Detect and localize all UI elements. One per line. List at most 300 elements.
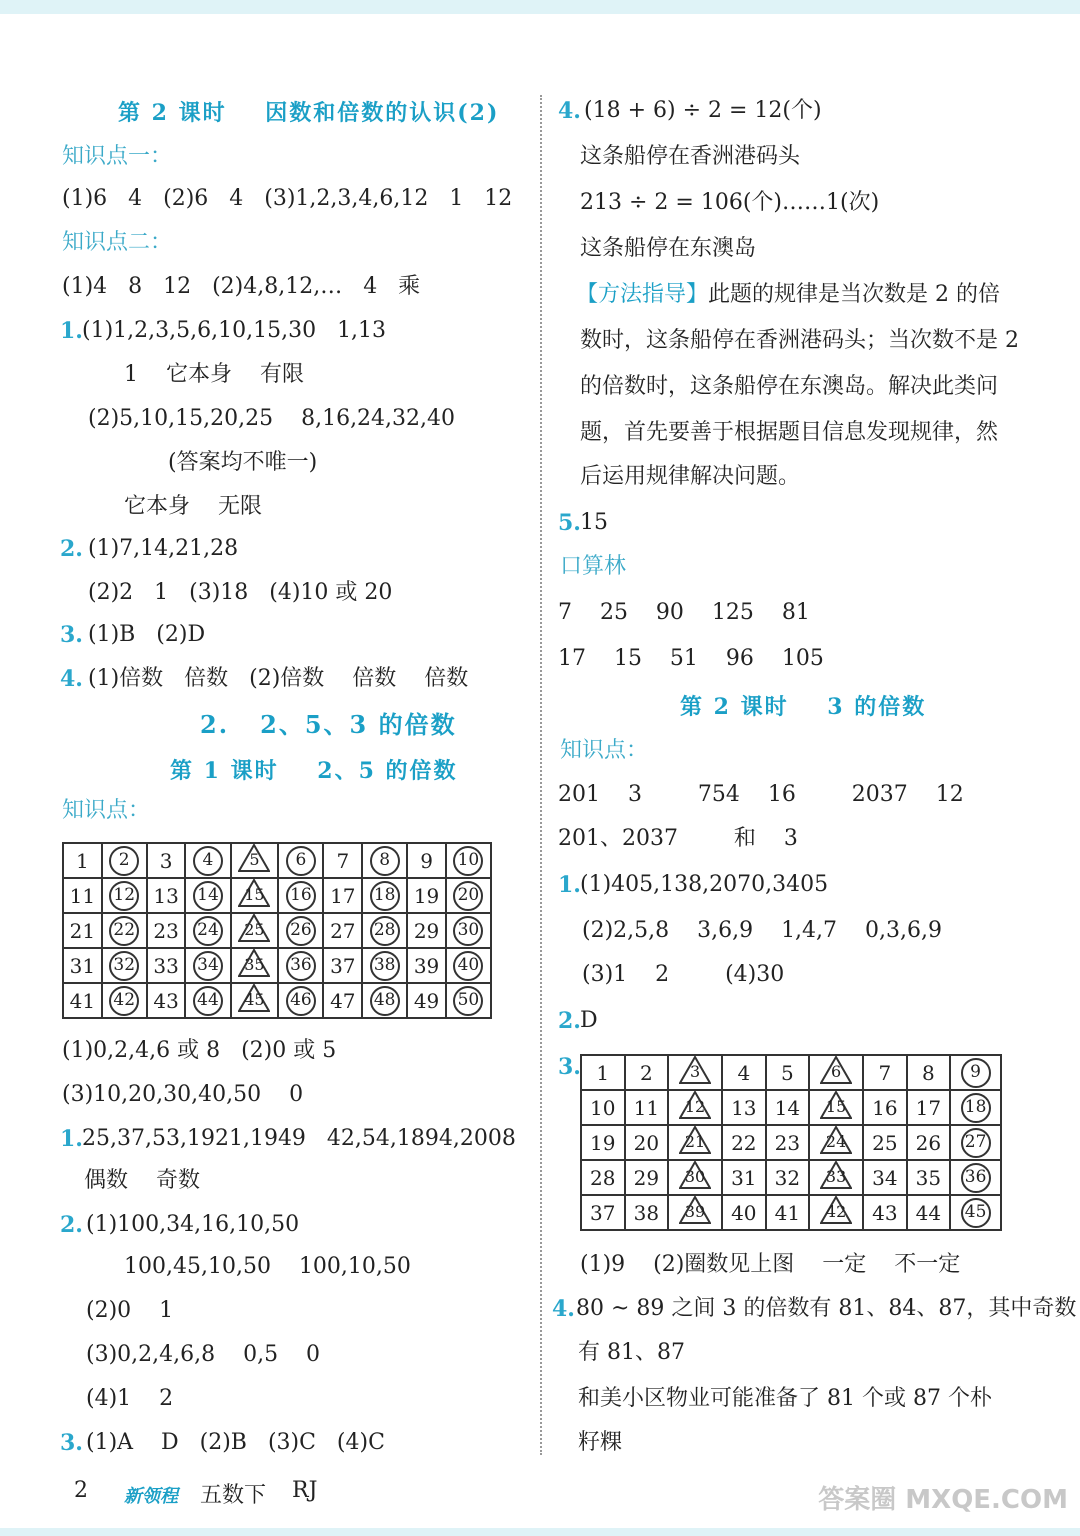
grid-number: 48 [373,989,396,1010]
grid-cell [809,1160,863,1195]
grid-number: 29 [413,918,440,943]
grid-cell [446,913,491,948]
grid-number: 3 [689,1062,701,1081]
grid-cell [766,1055,810,1090]
grid-number: 11 [69,883,96,908]
grid-cell [625,1125,669,1160]
circle-mark [370,986,400,1016]
grid-number: 50 [457,989,480,1010]
circle-mark [193,986,223,1016]
circle-mark [193,916,223,946]
grid-cell [950,1090,1001,1125]
grid-number: 10 [590,1095,616,1120]
grid-cell [668,1090,722,1125]
grid-row [581,1195,1001,1230]
grid-cell [668,1195,722,1230]
grid-number: 12 [113,884,136,905]
grid-cell [722,1055,766,1090]
grid-cell [766,1090,810,1125]
grid-cell [185,983,230,1018]
question-number: 3. [60,622,83,648]
grid-cell [668,1055,722,1090]
circle-mark [193,951,223,981]
circle-mark [286,881,316,911]
answer-line: (1)0,2,4,6 或 8 (2)0 或 5 [62,1038,337,1063]
grid-number: 16 [872,1095,898,1120]
grid-cell [102,878,147,913]
grid-number: 38 [373,954,396,975]
grid-cell [766,1195,810,1230]
grid-number: 7 [878,1060,892,1085]
triangle-mark [238,984,270,1012]
circle-mark [370,916,400,946]
grid-cell [185,913,230,948]
mental-math-label: 口算林 [560,554,627,579]
grid-number: 26 [915,1130,942,1155]
grid-cell [907,1160,951,1195]
circle-mark [370,881,400,911]
grid-number: 17 [915,1095,942,1120]
grid-row [63,843,491,878]
grid-number: 41 [69,988,96,1013]
grid-cell [63,913,102,948]
knowledge-point-1-label: 知识点一： [62,144,173,169]
knowledge-point-2-label: 知识点二： [62,230,173,255]
circle-mark [453,951,483,981]
answer-line: D [580,1008,598,1033]
question-number: 1. [60,1126,83,1152]
grid-number: 25 [872,1130,898,1155]
grid-row [63,948,491,983]
grid-cell [809,1195,863,1230]
grid-cell [581,1090,625,1125]
question-number: 3. [60,1430,83,1456]
method-guide-text: 后运用规律解决问题。 [580,464,801,489]
grid-cell [102,913,147,948]
grid-cell [102,843,147,878]
brand-logo: 新领程 [124,1486,178,1507]
circle-mark [109,951,139,981]
method-guide-text: 的倍数时，这条船停在东澳岛。解决此类问 [580,374,999,399]
grid-cell [863,1125,907,1160]
method-guide [576,280,1000,310]
grid-cell [63,878,102,913]
answer-line: 和美小区物业可能准备了 81 个或 87 个朴 [578,1386,992,1411]
grid-number: 3 [159,848,173,873]
grid-number: 39 [413,953,440,978]
grid-number: 22 [731,1130,757,1155]
lesson2-title: 第 2 课时 因数和倍数的认识(2) [118,100,500,126]
grid-cell [907,1055,951,1090]
grid-number: 37 [590,1200,616,1225]
circle-mark [961,1128,991,1158]
grid-number: 1 [596,1060,610,1085]
question-number: 3. [558,1054,581,1080]
circle-mark [453,916,483,946]
answer-line: (2)2,5,8 3,6,9 1,4,7 0,3,6,9 [582,918,942,943]
answer-line: 这条船停在香洲港码头 [580,144,801,169]
grid-number: 6 [831,1062,842,1081]
grid-cell [362,913,407,948]
grid-number: 34 [872,1165,898,1190]
top-bar [0,0,1080,14]
grid-number: 36 [290,954,312,975]
answer-line: 15 [580,510,608,535]
grid-cell [668,1160,722,1195]
section-title: 2. 2、5、3 的倍数 [200,710,457,739]
grid-number: 43 [872,1200,898,1225]
grid-number: 13 [731,1095,757,1120]
grid-cell [185,878,230,913]
answer-line: (1)A D (2)B (3)C (4)C [86,1430,385,1455]
grid-cell [147,843,186,878]
grid-number: 28 [590,1165,616,1190]
grid-cell [63,843,102,878]
grid-cell [102,983,147,1018]
grid-number: 35 [915,1165,942,1190]
grid-number: 31 [731,1165,757,1190]
grid-cell [362,948,407,983]
answer-line: (4)1 2 [86,1386,174,1411]
knowledge-point-1-answer: (1)6 4 (2)6 4 (3)1,2,3,4,6,12 1 12 [62,186,513,211]
grid-cell [809,1125,863,1160]
circle-mark [453,846,483,876]
grid-number: 9 [420,848,433,873]
grid-cell [722,1195,766,1230]
grid-number: 49 [413,988,440,1013]
grid-cell [625,1160,669,1195]
edition-label: RJ [292,1478,318,1503]
grid-number: 22 [113,919,136,940]
grid-cell [407,913,446,948]
grid-number: 45 [964,1201,987,1222]
triangle-mark [820,1161,852,1189]
grid-cell [581,1125,625,1160]
knowledge-point-label: 知识点： [560,738,649,763]
grid-number: 8 [922,1060,935,1085]
grid-number: 21 [684,1132,706,1151]
triangle-mark [679,1196,711,1224]
answer-line: (1)405,138,2070,3405 [580,872,829,897]
grid-cell [766,1160,810,1195]
answer-line: 100,45,10,50 100,10,50 [124,1254,411,1279]
grid-cell [278,843,323,878]
answer-line: (3)10,20,30,40,50 0 [62,1082,304,1107]
answer-line: 201 3 754 16 2037 12 [558,782,964,807]
triangle-mark [238,914,270,942]
answer-line: (2)0 1 [86,1298,174,1323]
grid-number: 40 [731,1200,757,1225]
answer-line: (1)7,14,21,28 [88,536,239,561]
grid-number: 47 [330,988,356,1013]
question-number: 4. [552,1296,575,1322]
grid-cell [231,948,279,983]
grid-number: 7 [336,848,350,873]
grid-number: 38 [633,1200,660,1225]
grid-number: 30 [684,1167,706,1186]
answer-line: (1)倍数 倍数 (2)倍数 倍数 倍数 [88,666,469,691]
grid-number: 39 [684,1202,706,1221]
grid-cell [147,913,186,948]
grid-number: 40 [457,954,480,975]
circle-mark [109,986,139,1016]
answer-line: (1)B (2)D [88,622,206,647]
grid-cell [63,983,102,1018]
question-number: 5. [558,510,581,536]
mental-math-row: 7 25 90 125 81 [558,600,810,625]
grid-cell [278,878,323,913]
grid-number: 41 [774,1200,801,1225]
method-guide-text: 题，首先要善于根据题目信息发现规律，然 [580,420,999,445]
circle-mark [370,951,400,981]
grid-number: 14 [197,884,219,905]
grid-number: 15 [825,1097,847,1116]
grid-number: 42 [113,989,136,1010]
grid-cell [581,1195,625,1230]
grid-number: 42 [825,1202,847,1221]
grid-number: 4 [737,1060,751,1085]
grid-cell [446,983,491,1018]
answer-note: (答案均不唯一) [168,450,318,475]
answer-line: (3)0,2,4,6,8 0,5 0 [86,1342,321,1367]
grid-row [581,1090,1001,1125]
triangle-mark [238,844,270,872]
answer-line: 它本身 无限 [124,494,262,519]
triangle-mark [679,1056,711,1084]
answer-line: 1 它本身 有限 [124,362,304,387]
grid-cell [323,983,362,1018]
circle-mark [961,1093,991,1123]
circle-mark [109,916,139,946]
circle-mark [286,846,316,876]
grid-number: 44 [197,989,219,1010]
triangle-mark [679,1161,711,1189]
grid-cell [625,1090,669,1125]
circle-mark [193,846,223,876]
mental-math-row: 17 15 51 96 105 [558,646,824,671]
answer-line: 201、2037 和 3 [558,826,798,851]
grid-cell [950,1160,1001,1195]
grid-number: 24 [197,919,219,940]
circle-mark [961,1198,991,1228]
answer-line: (3)1 2 (4)30 [582,962,785,987]
answer-line: 80 ~ 89 之间 3 的倍数有 81、84、87，其中奇数 [576,1296,1077,1321]
grid-cell [581,1055,625,1090]
grid-cell [231,878,279,913]
grid-number: 28 [373,919,396,940]
answer-line: 籽粿 [578,1430,623,1455]
triangle-mark [679,1091,711,1119]
grid-cell [407,948,446,983]
grid-cell [278,913,323,948]
circle-mark [370,846,400,876]
grid-number: 5 [249,850,260,869]
grid-number: 19 [590,1130,616,1155]
grid-cell [407,878,446,913]
grid-number: 29 [633,1165,660,1190]
multiples-grid-3 [580,1054,1002,1231]
grid-number: 43 [153,988,179,1013]
grid-cell [668,1125,722,1160]
grid-row [581,1055,1001,1090]
grid-number: 26 [290,919,312,940]
grid-number: 5 [780,1060,794,1085]
column-divider [540,95,542,1455]
multiples-grid-2-5 [62,842,492,1019]
answer-line: (1)9 (2)圈数见上图 一定 不一定 [580,1252,961,1277]
grid-row [581,1125,1001,1160]
grid-number: 31 [69,953,96,978]
grid-cell [362,843,407,878]
answer-line: 这条船停在东澳岛 [580,236,757,261]
lesson2-right-title: 第 2 课时 3 的倍数 [680,694,927,720]
triangle-mark [820,1091,852,1119]
grid-number: 32 [113,954,136,975]
grid-number: 24 [825,1132,847,1151]
grid-number: 33 [153,953,179,978]
grid-number: 34 [197,954,219,975]
circle-mark [961,1163,991,1193]
grid-number: 37 [330,953,356,978]
method-guide-text: 此题的规律是当次数是 2 的倍 [708,282,1000,307]
grid-number: 14 [774,1095,801,1120]
grid-row [63,878,491,913]
grid-cell [809,1055,863,1090]
bottom-bar [0,1528,1080,1536]
grid-number: 11 [633,1095,660,1120]
grid-number: 13 [153,883,179,908]
method-guide-text: 数时，这条船停在香洲港码头；当次数不是 2 [580,328,1019,353]
circle-mark [286,951,316,981]
triangle-mark [679,1126,711,1154]
triangle-mark [238,879,270,907]
triangle-mark [238,949,270,977]
grid-number: 12 [684,1097,706,1116]
question-number: 4. [60,666,83,692]
question-number: 2. [60,536,83,562]
circle-mark [961,1058,991,1088]
grid-number: 8 [379,849,391,870]
grid-cell [147,948,186,983]
grid-cell [278,983,323,1018]
grid-cell [147,878,186,913]
answer-line: (1)1,2,3,5,6,10,15,30 1,13 [82,318,387,343]
grid-row [581,1160,1001,1195]
grid-number: 27 [330,918,356,943]
grid-number: 18 [373,884,396,905]
grid-number: 45 [244,990,265,1009]
question-number: 2. [60,1212,83,1238]
grid-number: 33 [825,1167,847,1186]
grid-number: 20 [633,1130,660,1155]
grid-cell [231,913,279,948]
circle-mark [453,986,483,1016]
circle-mark [453,881,483,911]
answer-line: (2)5,10,15,20,25 8,16,24,32,40 [88,406,456,431]
triangle-mark [820,1056,852,1084]
circle-mark [286,986,316,1016]
grid-row [63,983,491,1018]
grid-number: 23 [774,1130,801,1155]
grid-number: 44 [915,1200,942,1225]
grid-cell [231,983,279,1018]
circle-mark [193,881,223,911]
grid-number: 20 [457,884,480,905]
grid-cell [102,948,147,983]
grid-cell [863,1195,907,1230]
grid-number: 32 [774,1165,801,1190]
subject-label: 五数下 [200,1483,267,1508]
grid-cell [863,1055,907,1090]
grid-cell [185,843,230,878]
grid-cell [766,1125,810,1160]
circle-mark [109,846,139,876]
grid-cell [722,1090,766,1125]
grid-cell [323,913,362,948]
answer-line: 25,37,53,1921,1949 42,54,1894,2008 [82,1126,516,1151]
grid-cell [950,1055,1001,1090]
watermark: 答案圈 MXQE.COM [818,1485,1068,1515]
grid-number: 17 [330,883,356,908]
grid-cell [722,1160,766,1195]
grid-row [63,913,491,948]
grid-number: 1 [75,848,89,873]
grid-number: 10 [457,849,480,870]
grid-cell [950,1195,1001,1230]
grid-cell [446,948,491,983]
grid-number: 30 [457,919,480,940]
knowledge-point-2-answer: (1)4 8 12 (2)4,8,12,… 4 乘 [62,274,421,299]
grid-number: 6 [295,849,307,870]
grid-cell [362,983,407,1018]
grid-cell [323,878,362,913]
answer-line: 偶数 奇数 [84,1168,200,1193]
grid-cell [147,983,186,1018]
grid-cell [362,878,407,913]
grid-cell [446,843,491,878]
grid-number: 27 [964,1131,987,1152]
grid-number: 15 [244,885,265,904]
answer-line: (1)100,34,16,10,50 [86,1212,300,1237]
grid-cell [63,948,102,983]
grid-cell [950,1125,1001,1160]
triangle-mark [820,1196,852,1224]
grid-cell [907,1195,951,1230]
grid-cell [907,1090,951,1125]
circle-mark [109,881,139,911]
circle-mark [286,916,316,946]
grid-cell [231,843,279,878]
question-number: 1. [60,318,83,344]
grid-cell [863,1160,907,1195]
grid-number: 25 [244,920,265,939]
grid-cell [185,948,230,983]
grid-cell [407,983,446,1018]
method-guide-tag: 【方法指导】 [576,282,709,307]
grid-number: 9 [970,1061,981,1082]
grid-cell [625,1195,669,1230]
grid-cell [407,843,446,878]
grid-cell [907,1125,951,1160]
grid-cell [323,948,362,983]
answer-line: 213 ÷ 2 = 106(个)……1(次) [580,190,880,215]
question-number: 1. [558,872,581,898]
grid-number: 35 [244,955,265,974]
grid-number: 2 [118,849,130,870]
question-number: 4. [558,98,581,124]
grid-number: 46 [290,989,312,1010]
grid-number: 23 [153,918,179,943]
